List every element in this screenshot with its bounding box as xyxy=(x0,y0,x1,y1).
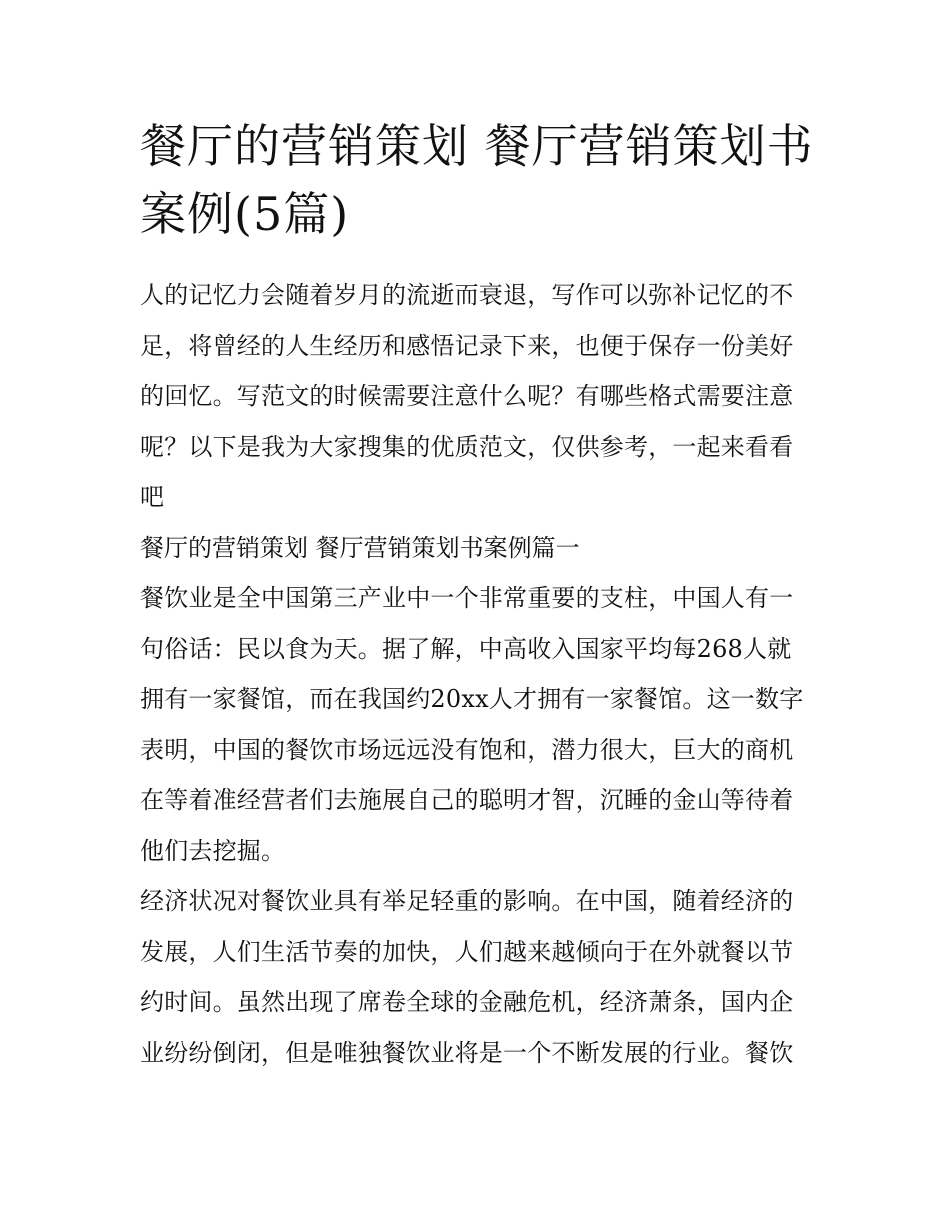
document-title: 餐厅的营销策划 餐厅营销策划书案例(5篇) xyxy=(140,119,814,241)
body-paragraph-1: 餐饮业是全中国第三产业中一个非常重要的支柱，中国人有一句俗话：民以食为天。据了解，中高收入国家平均每268人就拥有一家餐馆，而在我国约20xx人才拥有一家餐馆。这一数字表明，中国的餐饮市场远远没有饱和，潜力很大，巨大的商机在等着准经营者们去施展自己的聪明才智，沉睡的金山等待着他们去挖掘。 xyxy=(140,584,804,865)
section-heading: 餐厅的营销策划 餐厅营销策划书案例篇一 xyxy=(140,533,580,562)
body-paragraph-2: 经济状况对餐饮业具有举足轻重的影响。在中国，随着经济的发展，人们生活节奏的加快，人们越来越倾向于在外就餐以节约时间。虽然出现了席卷全球的金融危机，经济萧条，国内企业纷纷倒闭，但是唯独餐饮业将是一个不断发展的行业。餐饮 xyxy=(140,887,794,1067)
document-body xyxy=(140,112,815,1078)
intro-paragraph: 人的记忆力会随着岁月的流逝而衰退，写作可以弥补记忆的不足，将曾经的人生经历和感悟记录下来，也便于保存一份美好的回忆。写范文的时候需要注意什么呢？有哪些格式需要注意呢？以下是我为大家搜集的优质范文，仅供参考，一起来看看吧 xyxy=(140,281,794,511)
